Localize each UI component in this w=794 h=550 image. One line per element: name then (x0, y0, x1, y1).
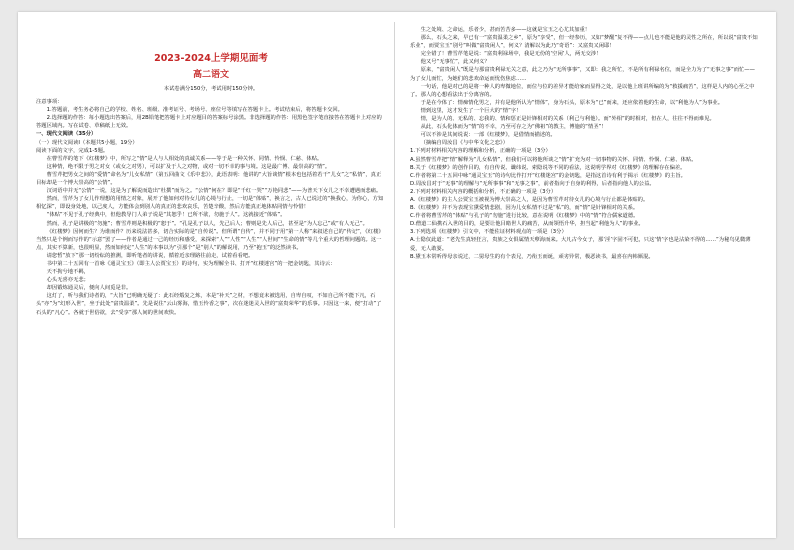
left-paragraph: 阅读下面的文字，完成1-5题。 (36, 147, 109, 154)
left-paragraph: 天不拘兮地不羁， (46, 269, 89, 276)
right-paragraph: 2.下列对材料相关内容的概括和分析，不正确的一项是（3分） (410, 188, 557, 195)
right-paragraph: 3.下列选项《红楼梦》引文中，不能佐证材料观点的一项是（3分） (410, 229, 567, 236)
exam-meta: 本试卷满分150分，考试用时150分钟。 (163, 86, 259, 92)
right-paragraph: D.僧道二仙携石入世的目的，是要让他目睹世人的痛苦，从而领悟升华，担当起“利他为人”的事业。 (410, 221, 644, 228)
right-paragraph: 情到这里，这才发生了一个巨大的“情”字！ (420, 107, 522, 114)
right-paragraph: A.士隐仅此道：“老先生真轻狂言，贵族之女俱属情天孽海而来。大凡古今女子，那‘淫’字固不可犯，只这‘情’字也是沾染不得的……”为秘鸟见微薄爱，无人敢耍。 (410, 237, 751, 252)
right-paragraph: 那么，石头之来，早已有一“富贵温柔之乡”，原为“享受”，但一经参历，又如“梦醒”复不得——点儿也不能是他的灵性之所在，所以说“富贵不知乐业”，而贾宝玉“别号”叫做“富贵闲人”，何义？清解以为此乃“奇语”：又富贵又闲耶！ (410, 35, 758, 50)
right-column (410, 26, 760, 261)
right-paragraph: 可以不涉是其间说说：一部《红楼梦》，是借情而描述的。 (420, 132, 556, 139)
right-paragraph: B.黛玉本常听得母亲说过，二舅母生的有个表兄，乃衔玉而诞，顽劣异常，极恶读书，最喜在内帏厮混。 (410, 253, 654, 260)
left-paragraph: （一）现代文阅读Ⅰ（本题共5小题，19分） (36, 139, 138, 146)
left-paragraph: 书中第二十五回有一首咏《通灵宝玉》（即主人公贾宝玉）的诗句，实为理解全书、打开“红楼迷宫”的一把金钥匙，其诗云： (46, 260, 336, 267)
left-paragraph: 2.选择题的作答：每小题选出答案后，用2B铅笔把答题卡上对应题目的答案标号涂黑。非选择题的作答：用黑色签字笔直接答在答题卡上对应的答题区域内。写在试卷、草稿纸上无效。 (36, 115, 382, 130)
left-paragraph: 这种情，绝不限于男之对女（或女之对男），可以扩及于人之对物，或对一切不幸的事与境。这是最广博、最崇高的“情”。 (46, 163, 331, 170)
left-column (36, 26, 386, 317)
exam-subtitle: 高二语文 (192, 70, 229, 80)
right-paragraph: C.作者将曹雪芹的“体贴”与孔子的“勿施”进行比较，意在说明《红楼梦》中的“情”符合儒家道德。 (410, 213, 639, 220)
right-paragraph: D.周汝昌对于“无事”的理解与“无所事事”和“无事之事”，前者指向于自身的利得，后者指向他人的公益。 (410, 180, 655, 187)
left-paragraph: 汉词语中并无“公情”一说，这是为了解说而造出“杜撰”而为之。“公情”何在？即是“千红一哭”“万艳同悲”——为普天下女儿之不幸遭遇而悲痛。 (46, 188, 382, 195)
right-paragraph: 生之处境、之命运，乐者少，甚而苦苦多——这就是宝玉之心尤其加重！ (420, 27, 591, 33)
right-paragraph: A.虽然曹雪芹把“情”解释为“儿女私情”，但我们可以将他所谈之“情”扩充为对一切事物的关怀、同情、怜悯、仁慈、体贴。 (410, 156, 697, 163)
right-body (410, 26, 760, 261)
exam-page (18, 12, 776, 538)
right-paragraph: B.关于《红楼梦》的创作目的，有自传说、谶纬说、索隐说等不同的看法，这说明学界对《红楼梦》的理解存在偏差。 (410, 164, 686, 171)
left-paragraph: 曹雪芹把男女之间的“爱情”命名为“儿女私情”（第五回曲文《乐中悲》），此语表明：他讲的“大旨谈情”根本也包括着若干“儿女”之“私情”，真正目标却是一个博大崇高的“公情”。 (36, 171, 382, 187)
left-paragraph: 注意事项： (36, 99, 63, 106)
left-paragraph: 《红楼梦》因何而生？为谁而作？历来说法甚多，切合实际的是“自传说”。但所谓“自传”，并不同于用“第一人称”来叙述自己的“传记”，《红楼》当然只是个例而写作的“示意”罢了——作者是通过一己的经历和感受，来探索“人”“人性”“人生”“人世间”“生命的情”等几个重大的哲理问题的。这一点，其实不算新，也很明显，然而如何定“人生”的本事以为“引那个”是“别人”的解说用，乃至“抱玉”的泛然读书。 (36, 228, 384, 251)
exam-title: 2023-2024上学期见面考 (154, 53, 268, 64)
left-paragraph: 1.答题前，考生务必将自己的学校、姓名、班级、准考证号、考场号、座位号等填写在答题卡上。考试结束后，将答题卡交回。 (46, 107, 343, 114)
right-paragraph: （摘编自周汝昌《与中华文化之恋》） (420, 140, 508, 147)
right-paragraph: B.《红楼梦》并不为表现宝黛爱情悲剧，因为儿女私情不过是“私”的，而“情”是针锋相对的关系。 (410, 205, 639, 212)
left-paragraph: 在曹雪芹的笔下《红楼梦》中，所写之“情”是人与人相处的真诚关系——等于是一种关怀、同情、怜悯、仁慈、体贴。 (46, 155, 323, 162)
left-paragraph: 却因锻炼通灵后，便向人间觅是非。 (46, 285, 132, 292)
right-paragraph: 于是在今体了：情痴情化男之，并有是他所认为“情体”，身为石头，原本为“已”而来，还应依着他的生命，以“利他为人”为事业。 (420, 99, 724, 106)
left-paragraph: 心头无喜亦无悲； (46, 277, 89, 284)
right-paragraph: 情，是为人的、无私的、忘我的、情和惩正是针锋相对的关系（利己与利他）。而“外相”的时相对，但在人，往往不得而难见。 (420, 116, 715, 123)
right-paragraph: 1.下列对材料相关内容的理解和分析，正确的一项是（3分） (410, 148, 551, 155)
left-body (36, 98, 386, 317)
left-paragraph: 一、现代文阅读（35分） (36, 131, 97, 138)
left-paragraph: “体贴”不见于孔子经典中，但他教导门人弟子说是“其恕乎！已所不欲，勿施于人”。这就接近“体贴”。 (46, 212, 286, 219)
left-paragraph: 然而，雪芹为了女儿作理想的用情之对象，展开了他如何对待女儿的心境与行止，一切是“体贴”，换言之，古人已说过的“换我心，为你心，方知相忆深”，即设身处地，以己度人，方能体会到别人的真正的悲欢哀乐，苦楚辛酸，然后方能真正地体贴同情与怜惜！ (36, 196, 384, 211)
left-paragraph: 然而，孔子是讲极的“勿施”；曹雪芹则是积极的“恕于”。“孔是孔子以人，先己后人；曹则是先人后己，甚至是“为人忘己”或“有人无己”。 (46, 220, 368, 227)
right-paragraph: C.作者将第二十五回中咏“通灵宝玉”的诗句比作打开“红楼迷宫”的金钥匙，是指这首诗有利于揭示《红楼梦》的主旨。 (410, 172, 686, 179)
right-paragraph: 原来，“富贵闲人”既是与那富贵利禄无关之意，此之乃为“无所事事”，又即：我之所忙，不是所有利禄名位，而是全力为了“无事之事”而忙——为了女儿而忙，为她们的悲欢命运而忧伤焦虑…… (410, 67, 755, 82)
right-paragraph: A.《红楼梦》的主人公贾宝玉被视为博大崇高之人，是因为曹雪芹对待女儿的心境与行止都是体贴的。 (410, 196, 649, 203)
right-paragraph: 从此，石头化体而为“情”的不幸，乃至可存之为“佛祖”的教主，博施的“情圣”！ (420, 124, 607, 131)
column-divider (394, 22, 395, 528)
left-paragraph: 这灯了，听与我们诗者的，“大旨”已明确无疑了：此石经煅复之炼，本是“补天”之材，不想竟未被选用，自卑自叹，不如自己所不能下凡，石头“亦”为“幻形入世”，坐于此处“富贵温柔”。先是说住“云山雾海，惜玉怜香之事”，次在迷迷灵入世的“富贵荣华”的乐事。只因这一来，便“打动”了石头的“凡心”。各就于世俗欲，去“受享”那人间的世间欢快。 (36, 293, 382, 316)
left-paragraph: 请您暂“放下”那一切纷纭的推测，即听笔者的讲说，循着近亲理路往前走，试着看看吧。 (46, 252, 254, 259)
right-paragraph: 一句话，他是对已的是将一种人的卑微地位，而位与位的差异才能给家而显得之处，是以他上班讲所编的为“救援痛苦”，这样是人内的心至之中了。那人的心想看法出于分离容的。 (410, 83, 755, 98)
right-paragraph: 完全错了！曹雪芹笔是说：“富贵利禄场中，我是无份的‘空闲’人，两无交涉！ (420, 51, 602, 58)
right-paragraph: 他又号“无事忙”，此又何义？ (420, 59, 490, 66)
